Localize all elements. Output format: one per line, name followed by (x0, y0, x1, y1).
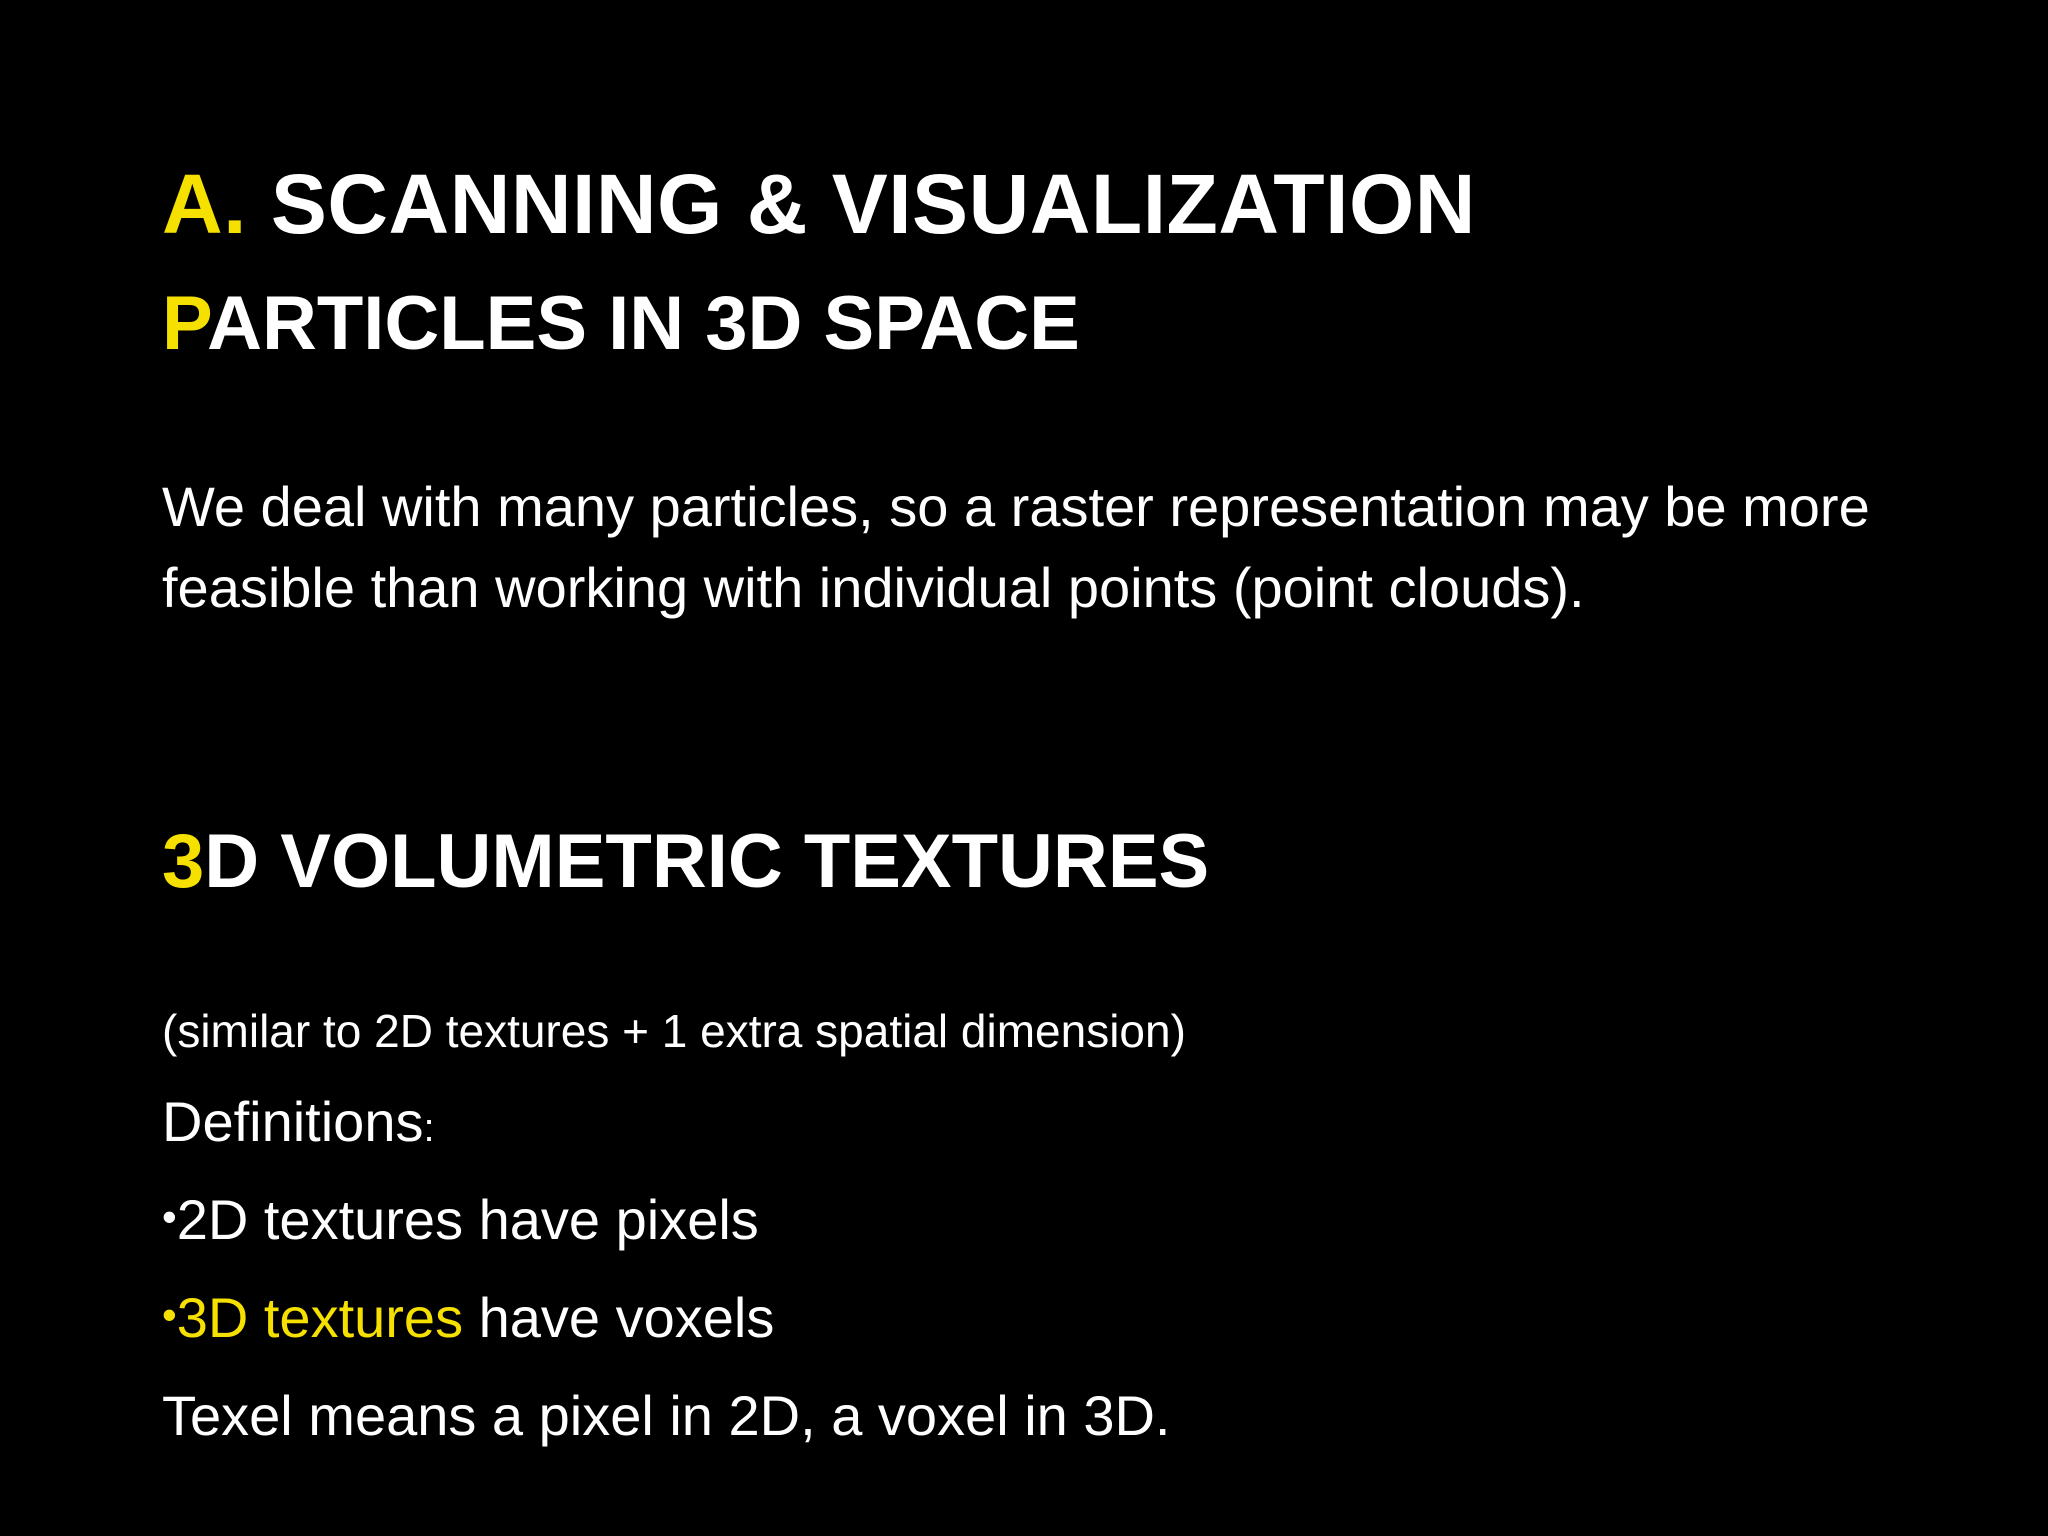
slide-subtitle (162, 281, 1080, 366)
definitions-colon: : (423, 1106, 435, 1150)
definitions-label (162, 1090, 435, 1153)
section-heading (162, 819, 1210, 904)
texel-definition: Texel means a pixel in 2D, a voxel in 3D. (162, 1384, 1171, 1447)
slide-title (162, 157, 1476, 251)
subtitle-first-letter: P (162, 281, 208, 366)
bullet-item-pixels (162, 1188, 759, 1251)
intro-paragraph: We deal with many particles, so a raster representation may be more feasible than working with individual points (point clouds). (162, 475, 1870, 619)
title-text: SCANNING & VISUALIZATION (247, 157, 1476, 251)
bullet-text: have voxels (463, 1286, 775, 1349)
bullet-text: 2D textures have pixels (176, 1188, 759, 1251)
section-heading-first-letter: 3 (162, 819, 205, 904)
similarity-note: (similar to 2D textures + 1 extra spatial dimension) (162, 1005, 1186, 1057)
subtitle-rest: ARTICLES IN 3D SPACE (207, 281, 1080, 366)
definitions-text: Definitions (162, 1090, 424, 1153)
bullet-item-voxels (162, 1286, 775, 1349)
bullet-highlight: 3D textures (176, 1286, 464, 1349)
bullet-icon: • (162, 1291, 177, 1338)
title-prefix: A. (162, 157, 247, 251)
section-heading-rest: D VOLUMETRIC TEXTURES (204, 819, 1210, 904)
bullet-icon: • (162, 1193, 177, 1240)
